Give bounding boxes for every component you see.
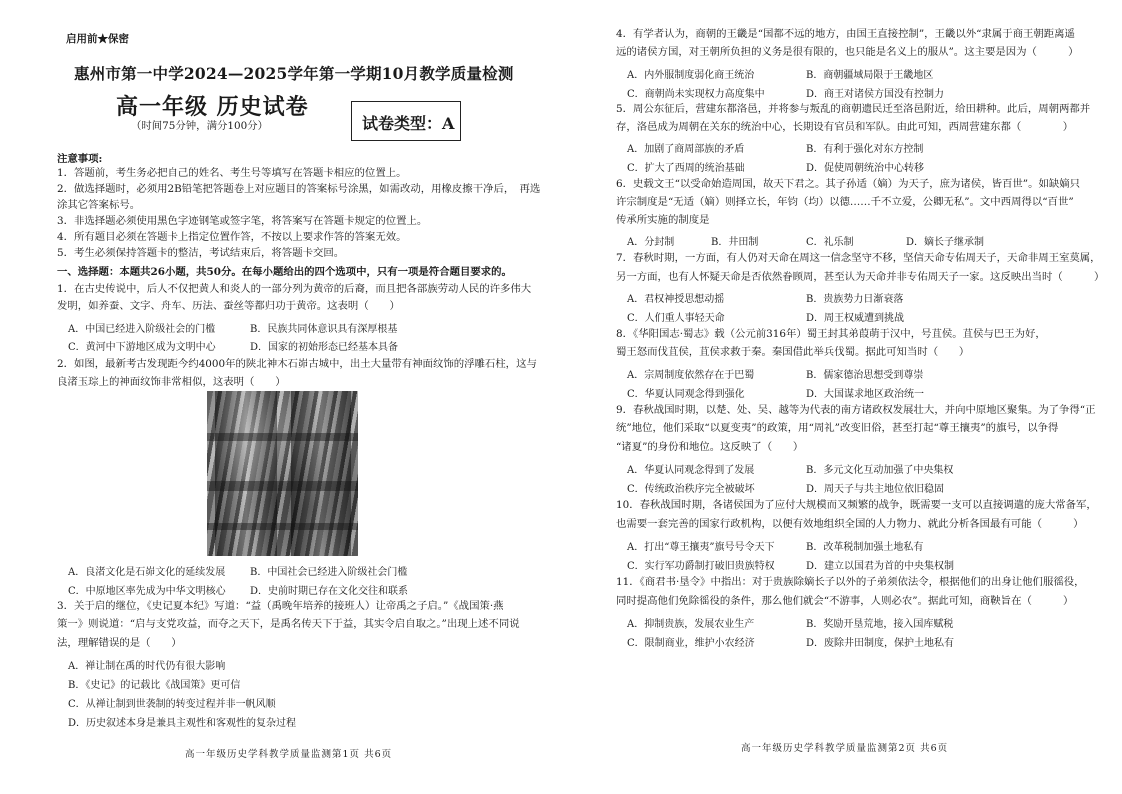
option-c: C．从禅让制到世袭制的转变过程并非一帆风顺 [68,699,276,710]
option-d: D．国家的初始形态已经基本具备 [250,342,399,353]
exam-subtitle: 高一年级 历史试卷 [116,94,309,120]
question-stem: 许宗制度是“无适（嫡）则择立长，年钧（均）以德……千不立爱，公卿无私”。文中西周得以“百世” [616,196,1074,208]
option-c: C．传统政治秩序完全被破坏 [627,484,755,495]
question-stem: 也需要一套完善的国家行政机构，以便有效地组织全国的人力物力、就此分析各国最有可能（ ） [616,518,1084,530]
option-b: B．儒家德治思想受到尊崇 [806,370,924,381]
left-page [0,0,560,794]
option-b: B．民族共同体意识具有深厚根基 [250,324,398,335]
option-d: D．史前时期已存在文化交往和联系 [250,586,409,597]
option-c: C．实行军功爵制打破旧贵族特权 [627,561,775,572]
option-c: C．中原地区率先成为中华文明核心 [68,586,226,597]
option-a: A．华夏认同观念得到了发展 [627,465,755,476]
note-line: 2．做选择题时，必须用2B铅笔把答题卷上对应题目的答案标号涂黑，如需改动，用橡皮擦干净后， 再选 [57,183,541,195]
question-stem: 良渚玉琮上的神面纹饰非常相似，这表明（ ） [57,376,286,388]
option-a: A．内外服制度弱化商王统治 [627,70,755,81]
option-d: D．嫡长子继承制 [906,237,985,248]
option-c: C．华夏认同观念得到强化 [627,389,745,400]
secret-label: 启用前★保密 [66,33,129,45]
option-d: D．建立以国君为首的中央集权制 [806,561,955,572]
question-stem: 4．有学者认为，商朝的王畿是“国都不远的地方，由国王直接控制”，王畿以外“隶属于商王朝距离遥 [616,28,1075,40]
exam-time: （时间75分钟，满分100分） [131,120,268,132]
option-a: A．中国已经进入阶级社会的门槛 [68,324,216,335]
question-stem: 统”地位，他们采取“以夏变夷”的政策，用“周礼”改变旧俗，甚至打起“尊王攘夷”的旗号，以争得 [616,422,1059,434]
stone-pillar-photo [207,391,358,556]
option-a: A．分封制 [627,237,675,248]
question-stem: 另一方面，也有人怀疑天命是否依然眷顾周，甚至认为天命并非专佑周天子一家。这反映出当时（ ） [616,271,1105,283]
question-stem: 2．如图，最新考古发现距今约4000年的陕北神木石峁古城中，出土大量带有神面纹饰的浮雕石柱，这与 [57,358,537,370]
question-stem: 蜀王怒而伐苴侯，苴侯求救于秦。秦国借此举兵伐蜀。据此可知当时（ ） [616,346,970,358]
paper-type-box [351,101,461,141]
option-b: B．有利于强化对东方控制 [806,144,924,155]
option-b: B．改革税制加强土地私有 [806,542,924,553]
option-a: A．加剧了商周部族的矛盾 [627,144,745,155]
question-stem: 存，洛邑成为周朝在关东的统治中心，长期设有官员和军队。由此可知，西周营建东都（ ） [616,121,1074,133]
option-b: B．中国社会已经进入阶级社会门槛 [250,567,408,578]
option-a: A．良渚文化是石峁文化的延续发展 [68,567,226,578]
note-line: 5．考生必须保持答题卡的整洁，考试结束后，将答题卡交回。 [57,247,345,259]
option-d: D．大国谋求地区政治统一 [806,389,925,400]
question-stem: 远的诸侯方国，对王朝所负担的义务是很有限的，也只能是名义上的服从”。这主要是因为（ ） [616,46,1079,58]
option-c: C．礼乐制 [806,237,854,248]
question-stem: 3．关于启的继位，《史记夏本纪》写道：“益（禹晚年培养的接班人）让帝禹之子启。”《战国策·燕 [57,600,504,612]
question-stem: 6．史载文王“以受命始造周国，故天下君之。其子孙适（嫡）为天子，庶为诸侯，皆百世”。如缺嫡只 [616,178,1081,190]
option-c: C．限制商业，维护小农经济 [627,638,755,649]
option-b: B．贵族势力日渐衰落 [806,294,904,305]
question-stem: 7．春秋时期，一方面，有人仍对天命在周这一信念坚守不移，坚信天命专佑周天子，天命非周王室莫属， [616,252,1101,264]
option-c: C．人们重人事轻天命 [627,313,725,324]
note-line: 4．所有题目必须在答题卡上指定位置作答，不按以上要求作答的答案无效。 [57,231,407,243]
option-b: B．商朝疆域局限于王畿地区 [806,70,934,81]
option-c: C．商朝尚未实现权力高度集中 [627,89,765,100]
notes-heading: 注意事项: [57,153,103,165]
question-stem: 策一》则说道：“启与支党攻益，而夺之天下，是禹名传天下于益，其实令启自取之。”出现上述不同说 [57,618,520,630]
option-d: D．促使周朝统治中心转移 [806,163,925,174]
page-footer: 高一年级历史学科教学质量监测第1页 共6页 [185,749,393,760]
paper-type: 试卷类型：A [362,114,455,133]
option-c: C．黄河中下游地区成为文明中心 [68,342,216,353]
option-d: D．周天子与共主地位依旧稳固 [806,484,945,495]
exam-title: 惠州市第一中学2024—2025学年第一学期10月教学质量检测 [74,64,514,83]
right-page [561,0,1122,794]
note-line: 涂其它答案标号。 [57,199,141,211]
question-stem: 10．春秋战国时期，各诸侯国为了应付大规模而又频繁的战争，既需要一支可以直接调遣的庞大常备军， [616,499,1097,511]
question-stem: 9．春秋战国时期，以楚、处、吴、越等为代表的南方诸政权发展壮大，并向中原地区聚集。为了争得“正 [616,404,1096,416]
option-d: D．历史叙述本身是兼具主观性和客观性的复杂过程 [68,718,297,729]
question-stem: “诸夏”的身份和地位。这反映了（ ） [616,441,804,453]
note-line: 3．非选择题必须使用黑色字迹钢笔或签字笔，将答案写在答题卡规定的位置上。 [57,215,428,227]
option-a: A．君权神授思想动摇 [627,294,725,305]
question-stem: 同时提高他们免除徭役的条件，那么他们就会“不游事，人则必农”。据此可知，商鞅旨在（ ） [616,595,1074,607]
question-stem: 传承所实施的制度是 [616,214,710,226]
question-stem: 发明，如养蚕、文字、舟车、历法、蚕丝等都归功于黄帝。这表明（ ） [57,300,400,312]
option-b: B．《史记》的记载比《战国策》更可信 [68,680,241,691]
question-stem: 8．《华阳国志·蜀志》载（公元前316年）蜀王封其弟葭萌于汉中，号苴侯。苴侯与巴王为好， [616,328,1046,340]
option-b: B．多元文化互动加强了中央集权 [806,465,954,476]
option-b: B．奖励开垦荒地，接入国库赋税 [806,619,954,630]
option-a: A．打出“尊王攘夷”旗号号令天下 [627,542,775,553]
option-a: A．抑制贵族，发展农业生产 [627,619,755,630]
page-footer: 高一年级历史学科教学质量监测第2页 共6页 [741,743,949,754]
option-d: D．周王权威遭到挑战 [806,313,905,324]
section-heading: 一、选择题：本题共26小题，共50分。在每小题给出的四个选项中，只有一项是符合题目要求的。 [57,266,512,278]
option-a: A．禅让制在禹的时代仍有很大影响 [68,661,226,672]
option-c: C．扩大了西周的统治基础 [627,163,745,174]
question-stem: 5．周公东征后，营建东都洛邑，并将参与叛乱的商朝遗民迁至洛邑附近，给田耕种。此后，周朝两都并 [616,103,1091,115]
option-d: D．商王对诸侯方国没有控制力 [806,89,945,100]
option-d: D．废除井田制度，保护土地私有 [806,638,955,649]
question-stem: 1．在古史传说中，后人不仅把黄人和炎人的一部分列为黄帝的后裔，而且把各部族劳动人民的许多伟大 [57,283,532,295]
option-b: B．井田制 [711,237,759,248]
question-stem: 11．《商君书·垦令》中指出：对于贵族除嫡长子以外的子弟须依法令，根据他们的出身让他们服徭役， [616,576,1085,588]
option-a: A．宗周制度依然存在于巴蜀 [627,370,755,381]
question-stem: 法，理解错误的是（ ） [57,637,182,649]
note-line: 1．答题前，考生务必把自己的姓名、考生号等填写在答题卡相应的位置上。 [57,167,407,179]
